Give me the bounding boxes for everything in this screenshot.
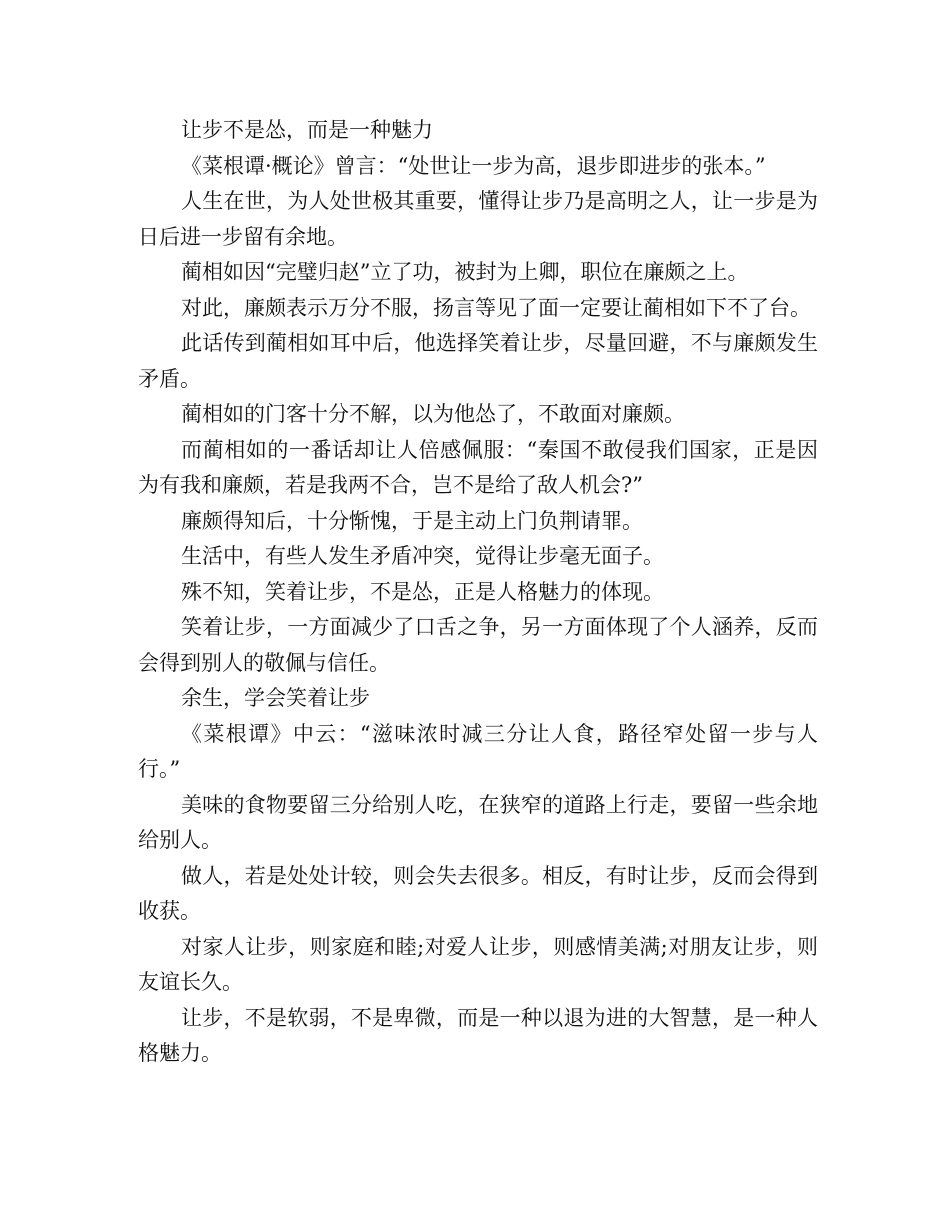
paragraph: 让步，不是软弱，不是卑微，而是一种以退为进的大智慧，是一种人格魅力。 <box>138 1005 818 1065</box>
paragraph: 殊不知，笑着让步，不是怂，正是人格魅力的体现。 <box>181 579 664 604</box>
paragraph: 美味的食物要留三分给别人吃，在狭窄的道路上行走，要留一些余地给别人。 <box>138 792 818 852</box>
paragraph: 《菜根谭》中云：“滋味浓时减三分让人食，路径窄处留一步与人行。” <box>138 721 818 781</box>
paragraph: 《菜根谭·概论》曾言：“处世让一步为高，退步即进步的张本。” <box>181 153 766 178</box>
paragraph: 此话传到蔺相如耳中后，他选择笑着让步，尽量回避，不与廉颇发生矛盾。 <box>138 331 818 391</box>
paragraph: 生活中，有些人发生矛盾冲突，觉得让步毫无面子。 <box>181 544 664 568</box>
paragraph: 笑着让步，一方面减少了口舌之争，另一方面体现了个人涵养，反而会得到别人的敬佩与信任。 <box>138 615 818 675</box>
document-body <box>138 113 818 1072</box>
section-heading: 让步不是怂，而是一种魅力 <box>181 118 433 142</box>
paragraph: 做人，若是处处计较，则会失去很多。相反，有时让步，反而会得到收获。 <box>138 863 818 923</box>
section-heading: 余生，学会笑着让步 <box>181 686 370 710</box>
paragraph: 而蔺相如的一番话却让人倍感佩服：“秦国不敢侵我们国家，正是因为有我和廉颇，若是我两不合，岂不是给了敌人机会?” <box>138 437 818 497</box>
paragraph: 对此，廉颇表示万分不服，扬言等见了面一定要让蔺相如下不了台。 <box>181 295 811 320</box>
paragraph: 蔺相如因“完璧归赵”立了功，被封为上卿，职位在廉颇之上。 <box>181 260 749 284</box>
paragraph: 人生在世，为人处世极其重要，懂得让步乃是高明之人，让一步是为日后进一步留有余地。 <box>138 189 818 249</box>
paragraph: 蔺相如的门客十分不解，以为他怂了，不敢面对廉颇。 <box>181 402 685 426</box>
paragraph: 对家人让步，则家庭和睦;对爱人让步，则感情美满;对朋友让步，则友谊长久。 <box>138 934 818 994</box>
paragraph: 廉颇得知后，十分惭愧，于是主动上门负荆请罪。 <box>181 508 643 533</box>
